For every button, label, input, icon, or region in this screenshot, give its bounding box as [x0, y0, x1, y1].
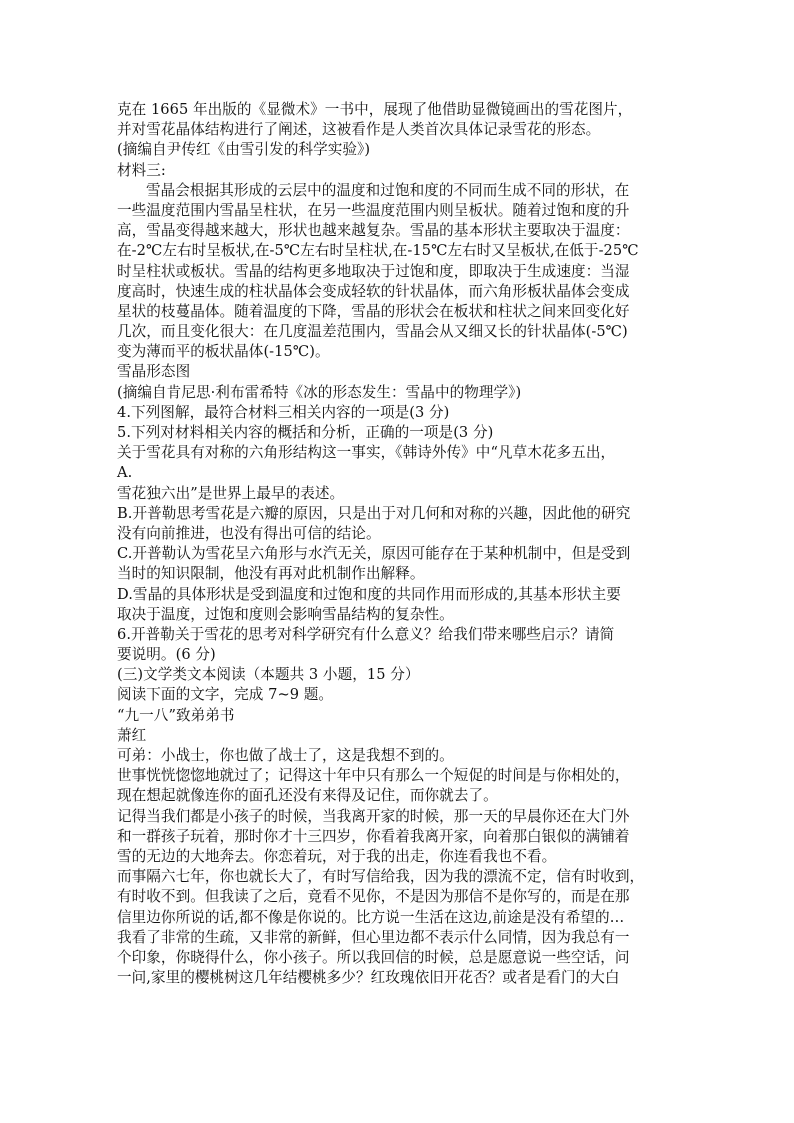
document-page [117, 100, 682, 988]
text-line: 世事恍恍惚惚地就过了；记得这十年中只有那么一个短促的时间是与你相处的， [117, 767, 630, 785]
text-line: 记得当我们都是小孩子的时候，当我离开家的时候，那一天的早晨你还在大门外 [117, 807, 630, 825]
source-citation: (摘编自尹传红《由雪引发的科学实验》) [117, 141, 371, 159]
option-b: B.开普勒思考雪花是六瓣的原因，只是出于对几何和对称的兴趣，因此他的研究 [117, 504, 631, 522]
text-line: 变为薄而平的板状晶体(-15℃)。 [117, 343, 330, 361]
instruction: 阅读下面的文字，完成 7~9 题。 [117, 686, 334, 704]
text-line: 克在 1665 年出版的《显微术》一书中，展现了他借助显微镜画出的雪花图片， [117, 101, 633, 118]
text-line: 在-2℃左右时呈板状,在-5℃左右时呈柱状,在-15℃左右时又呈板状,在低于-25℃ [117, 242, 639, 260]
text-line: 并对雪花晶体结构进行了阐述，这被看作是人类首次具体记录雪花的形态。 [117, 121, 601, 139]
question-6: 要说明。(6 分) [117, 646, 216, 664]
section-heading: 材料三: [117, 161, 166, 179]
source-citation: (摘编自肯尼思·利布雷希特《冰的形态发生：雪晶中的物理学》) [117, 383, 522, 401]
text-line: 和一群孩子玩着，那时你才十三四岁，你看着我离开家，向着那白银似的满铺着 [117, 827, 630, 845]
text-line: 有时收不到。但我读了之后，竟看不见你，不是因为那信不是你写的，而是在那 [117, 888, 630, 906]
text-line: 我看了非常的生疏，又非常的新鲜，但心里边都不表示什么同情，因为我总有一 [117, 928, 630, 946]
question-5: 5.下列对材料相关内容的概括和分析，正确的一项是(3 分) [117, 424, 494, 441]
text-line: 时呈柱状或板状。雪晶的结构更多地取决于过饱和度，即取决于生成速度：当湿 [117, 262, 630, 280]
option-b: 没有向前推进，也没有得出可信的结论。 [117, 524, 381, 542]
option-a-text: 关于雪花具有对称的六角形结构这一事实，《韩诗外传》中“凡草木花多五出， [117, 444, 616, 462]
question-4: 4.下列图解，最符合材料三相关内容的一项是(3 分) [117, 403, 450, 421]
paragraph-start: 雪晶会根据其形成的云层中的温度和过饱和度的不同而生成不同的形状，在 [146, 181, 630, 199]
option-a-text: 雪花独六出”是世界上最早的表述。 [117, 484, 345, 502]
figure-caption: 雪晶形态图 [117, 363, 191, 381]
text-line: 信里边你所说的话,都不像是你说的。比方说一生活在这边,前途是没有希望的… [117, 908, 625, 926]
text-line: 雪的无边的大地奔去。你恋着玩，对于我的出走，你连看我也不看。 [117, 847, 557, 865]
option-c: C.开普勒认为雪花呈六角形与水汽无关，原因可能存在于某种机制中，但是受到 [117, 545, 631, 563]
option-a-label: A. [117, 464, 133, 482]
option-c: 当时的知识限制，他没有再对此机制作出解释。 [117, 565, 425, 583]
article-title: “九一八”致弟弟书 [117, 706, 235, 724]
option-d: 取决于温度，过饱和度则会影响雪晶结构的复杂性。 [117, 605, 454, 623]
text-line: 度高时，快速生成的柱状晶体会变成轻软的针状晶体，而六角形板状晶体会变成 [117, 282, 630, 300]
section-heading: (三)文学类文本阅读（本题共 3 小题，15 分） [117, 666, 420, 684]
text-line: 星状的枝蔓晶体。随着温度的下降，雪晶的形状会在板状和柱状之间来回变化好 [117, 302, 630, 320]
text-line: 一问,家里的樱桃树这几年结樱桃多少？红玫瑰依旧开花否？或者是看门的大白 [117, 969, 620, 987]
text-line: 可弟：小战士，你也做了战士了，这是我想不到的。 [117, 747, 454, 764]
text-line: 高，雪晶变得越来越大，形状也越来越复杂。雪晶的基本形状主要取决于温度： [117, 222, 630, 240]
text-line: 而事隔六七年，你也就长大了，有时写信给我，因为我的漂流不定，信有时收到， [117, 868, 645, 886]
text-line: 几次，而且变化很大：在几度温差范围内，雪晶会从又细又长的针状晶体(-5℃) [117, 323, 628, 341]
article-author: 萧红 [117, 726, 147, 744]
question-6: 6.开普勒关于雪花的思考对科学研究有什么意义？给我们带来哪些启示？请简 [117, 625, 615, 643]
text-line: 一些温度范围内雪晶呈柱状，在另一些温度范围内则呈板状。随着过饱和度的升 [117, 201, 630, 219]
option-d: D.雪晶的具体形状是受到温度和过饱和度的共同作用而形成的,其基本形状主要 [117, 585, 621, 603]
text-line: 现在想起就像连你的面孔还没有来得及记住，而你就去了。 [117, 787, 498, 805]
text-line: 个印象，你晓得什么，你小孩子。所以我回信的时候，总是愿意说一些空话，问 [117, 948, 630, 966]
